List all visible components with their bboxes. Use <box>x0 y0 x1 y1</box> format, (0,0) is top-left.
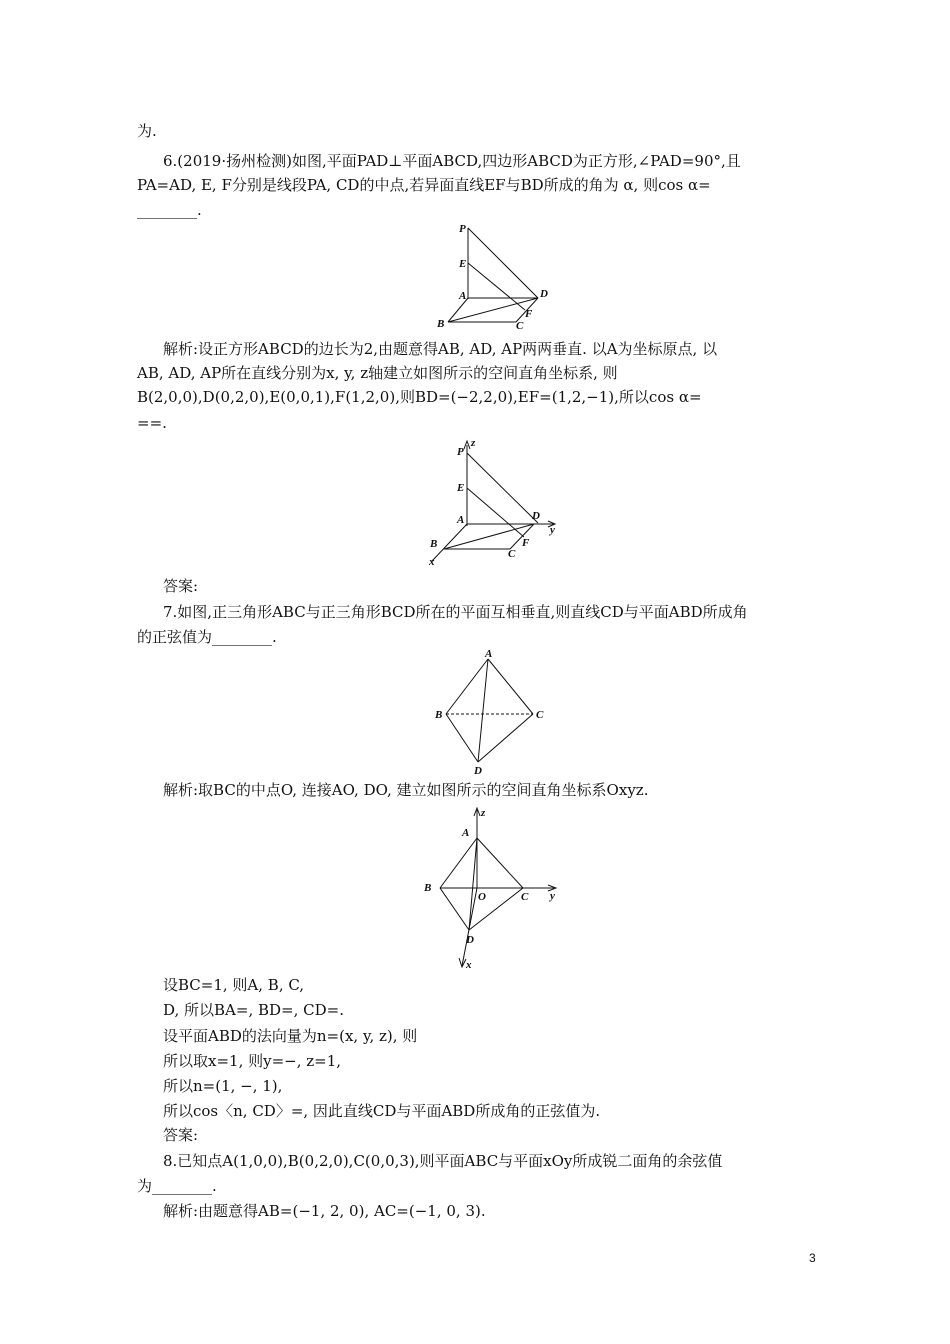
solution-line: ==. <box>137 414 167 432</box>
label-D: D <box>474 765 482 777</box>
label-B: B <box>437 318 445 330</box>
label-P: P <box>459 223 466 235</box>
figure-tetrahedron-coordinates <box>420 802 570 972</box>
solution-line: 解析:设正方形ABCD的边长为2,由题意得AB, AD, AP两两垂直. 以A为坐标原点, 以 <box>163 340 718 358</box>
problem-8-line: 为________. <box>137 1177 217 1195</box>
label-A: A <box>457 514 465 526</box>
problem-7-line: 的正弦值为________. <box>137 628 277 646</box>
problem-8-line: 8.已知点A(1,0,0),B(0,2,0),C(0,0,3),则平面ABC与平面xOy所成锐二面角的余弦值 <box>163 1152 723 1170</box>
axis-x-label: x <box>429 556 435 568</box>
solution-line: 解析:由题意得AB=(−1, 2, 0), AC=(−1, 0, 3). <box>163 1202 486 1220</box>
axis-z-label: z <box>481 807 486 819</box>
answer-label: 答案: <box>163 1126 199 1144</box>
solution-line: 解析:取BC的中点O, 连接AO, DO, 建立如图所示的空间直角坐标系Oxyz. <box>163 781 649 799</box>
answer-blank: ________. <box>137 201 202 219</box>
label-B: B <box>435 709 443 721</box>
label-C: C <box>508 548 516 560</box>
text-line: 为. <box>137 122 157 140</box>
problem-6-line: 6.(2019·扬州检测)如图,平面PAD⊥平面ABCD,四边形ABCD为正方形,∠PAD=90°,且 <box>163 152 741 170</box>
problem-7-line: 7.如图,正三角形ABC与正三角形BCD所在的平面互相垂直,则直线CD与平面ABD所成角 <box>163 603 748 621</box>
label-B: B <box>424 882 432 894</box>
solution-line: B(2,0,0),D(0,2,0),E(0,0,1),F(1,2,0),则BD=(−2,2,0),EF=(1,2,−1),所以cos α= <box>137 388 702 406</box>
label-P: P <box>457 446 464 458</box>
label-C: C <box>521 891 529 903</box>
axis-y-label: y <box>550 890 555 902</box>
figure-pyramid-2-coordinates <box>418 433 568 568</box>
figure-pyramid-1 <box>420 218 550 330</box>
solution-line: AB, AD, AP所在直线分别为x, y, z轴建立如图所示的空间直角坐标系, 则 <box>137 364 618 382</box>
label-O: O <box>478 891 486 903</box>
label-A: A <box>485 648 493 660</box>
page-number: 3 <box>809 1251 816 1265</box>
label-E: E <box>457 482 465 494</box>
figure-tetrahedron <box>428 645 558 777</box>
solution-line: 设平面ABD的法向量为n=(x, y, z), 则 <box>163 1027 418 1045</box>
solution-line: 所以n=(1, −, 1), <box>163 1077 283 1095</box>
label-F: F <box>522 537 530 549</box>
label-C: C <box>536 709 544 721</box>
label-B: B <box>430 538 438 550</box>
label-D: D <box>540 288 548 300</box>
label-F: F <box>525 308 533 320</box>
label-D: D <box>466 934 474 946</box>
answer-label: 答案: <box>163 577 199 595</box>
axis-z-label: z <box>471 437 476 449</box>
solution-line: 设BC=1, 则A, B, C, <box>163 976 305 994</box>
label-D: D <box>532 510 540 522</box>
label-A: A <box>462 827 470 839</box>
solution-line: D, 所以BA=, BD=, CD=. <box>163 1001 344 1019</box>
axis-y-label: y <box>550 524 555 536</box>
label-A: A <box>459 290 467 302</box>
label-E: E <box>459 258 467 270</box>
label-C: C <box>516 320 524 330</box>
solution-line: 所以cos〈n, CD〉=, 因此直线CD与平面ABD所成角的正弦值为. <box>163 1102 601 1120</box>
axis-x-label: x <box>466 959 472 971</box>
solution-line: 所以取x=1, 则y=−, z=1, <box>163 1052 342 1070</box>
problem-6-line: PA=AD, E, F分别是线段PA, CD的中点,若异面直线EF与BD所成的角为 α, 则cos α= <box>137 176 711 194</box>
